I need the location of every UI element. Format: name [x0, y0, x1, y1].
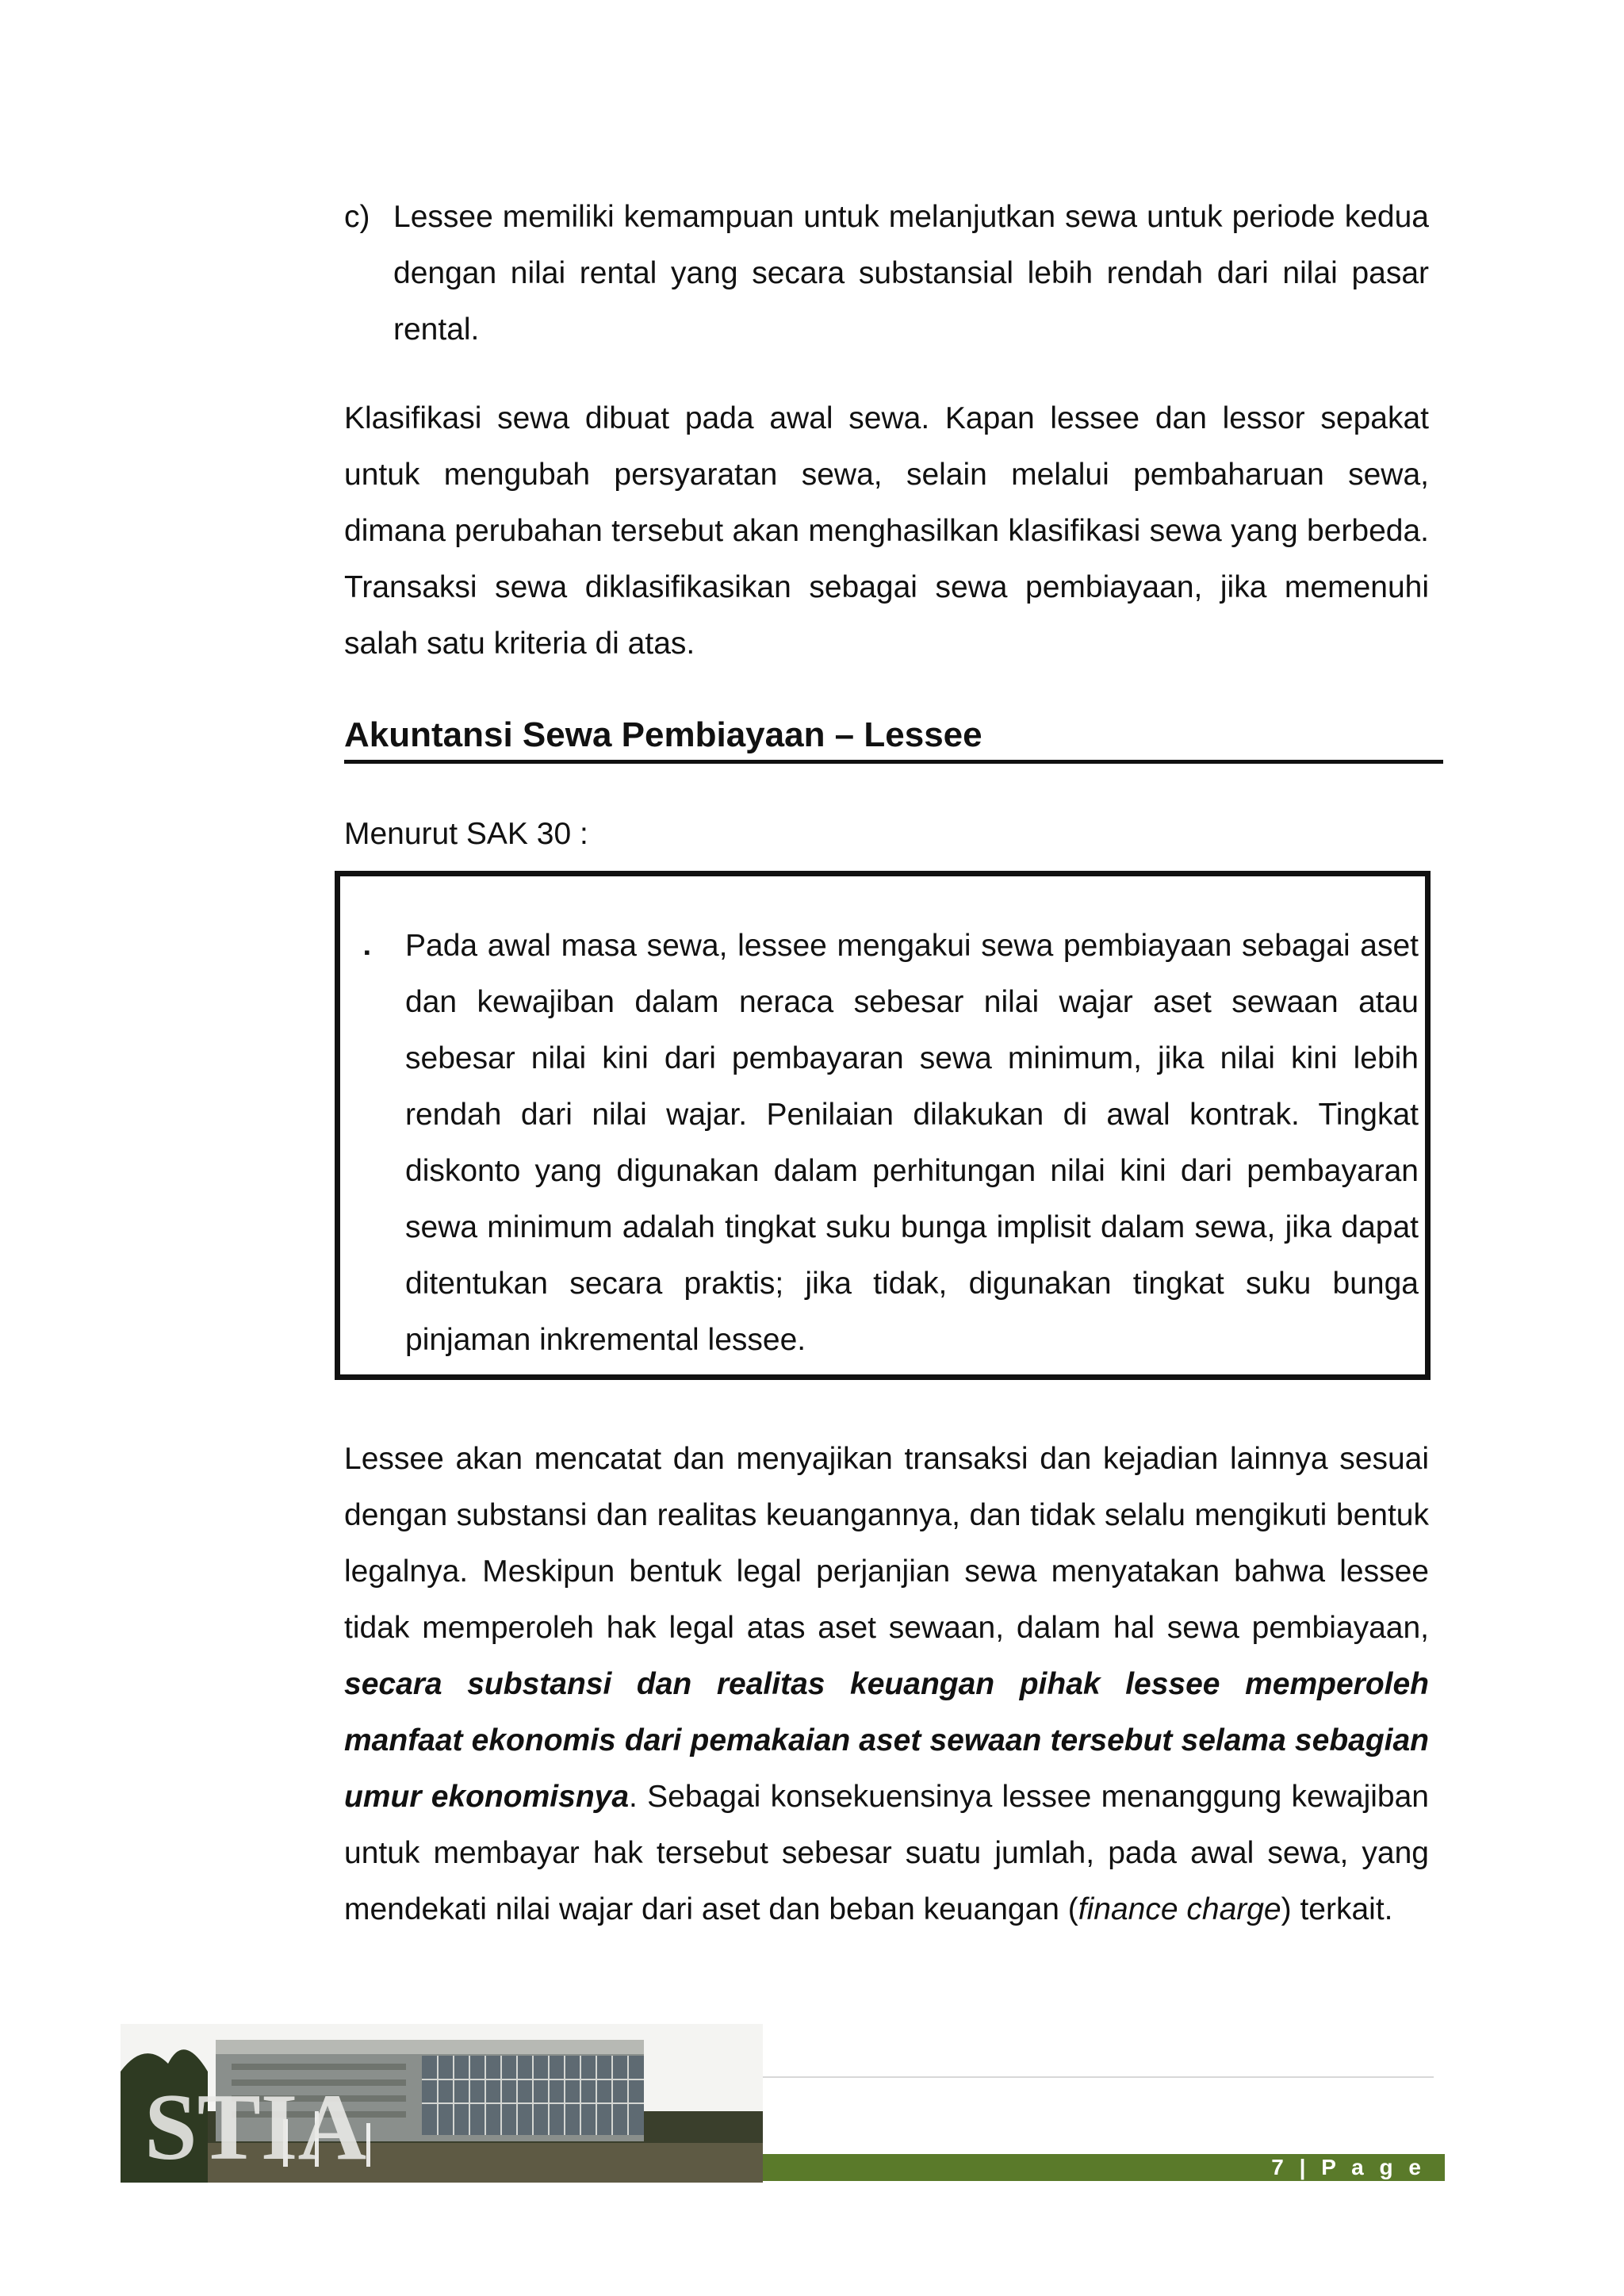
- bullet-icon: ▪: [364, 942, 370, 962]
- list-item-c: [344, 189, 1429, 358]
- campus-photo: [121, 2024, 763, 2183]
- footer-rule: [763, 2076, 1434, 2078]
- logo-text: STIA: [144, 2074, 367, 2179]
- list-marker: c): [344, 200, 370, 234]
- paragraph-lessee-emphasis: secara substansi dan realitas keuangan pihak lessee memperoleh manfaat ekonomis dari pemakaian aset sewaan tersebut selama sebagian umur ekonomisnya: [344, 1667, 1429, 1814]
- paragraph-lessee-part3: ) terkait.: [1281, 1892, 1393, 1926]
- quote-box: [335, 871, 1431, 1380]
- paragraph-lessee-part1: Lessee akan mencatat dan menyajikan transaksi dan kejadian lainnya sesuai dengan substansi dan realitas keuangannya, dan tidak selalu mengikuti bentuk legalnya. Meskipun bentuk legal perjanjian sewa menyatakan bahwa lessee tidak memperoleh hak legal atas aset sewaan, dalam hal sewa pembiayaan,: [344, 1442, 1429, 1645]
- footer-bar: [763, 2154, 1445, 2181]
- reference-label: Menurut SAK 30 :: [344, 817, 588, 851]
- list-item-text: Lessee memiliki kemampuan untuk melanjutkan sewa untuk periode kedua dengan nilai rental yang secara substansial lebih rendah dari nilai pasar rental.: [393, 200, 1429, 347]
- paragraph-lessee: [344, 1431, 1429, 1938]
- paragraph-classification: Klasifikasi sewa dibuat pada awal sewa. Kapan lessee dan lessor sepakat untuk mengubah persyaratan sewa, selain melalui pembaharuan sewa, dimana perubahan tersebut akan menghasilkan klasifikasi sewa yang berbeda. Transaksi sewa diklasifikasikan sebagai sewa pembiayaan, jika memenuhi salah satu kriteria di atas.: [344, 401, 1429, 661]
- paragraph-lessee-italic: finance charge: [1078, 1892, 1281, 1926]
- page-number: 7 | P a g e: [1271, 2155, 1426, 2179]
- quote-text: Pada awal masa sewa, lessee mengakui sewa pembiayaan sebagai aset dan kewajiban dalam neraca sebesar nilai wajar aset sewaan atau sebesar nilai kini dari pembayaran sewa minimum, jika nilai kini lebih rendah dari nilai wajar. Penilaian dilakukan di awal kontrak. Tingkat diskonto yang digunakan dalam perhitungan nilai kini dari pembayaran sewa minimum adalah tingkat suku bunga implisit dalam sewa, jika dapat ditentukan secara praktis; jika tidak, digunakan tingkat suku bunga pinjaman inkremental lessee.: [405, 929, 1419, 1357]
- section-heading: Akuntansi Sewa Pembiayaan – Lessee: [344, 711, 1443, 764]
- paragraph-lessee-part2: . Sebagai konsekuensinya lessee menanggung kewajiban untuk membayar hak tersebut sebesar suatu jumlah, pada awal sewa, yang mendekati nilai wajar dari aset dan beban keuangan (: [344, 1780, 1429, 1926]
